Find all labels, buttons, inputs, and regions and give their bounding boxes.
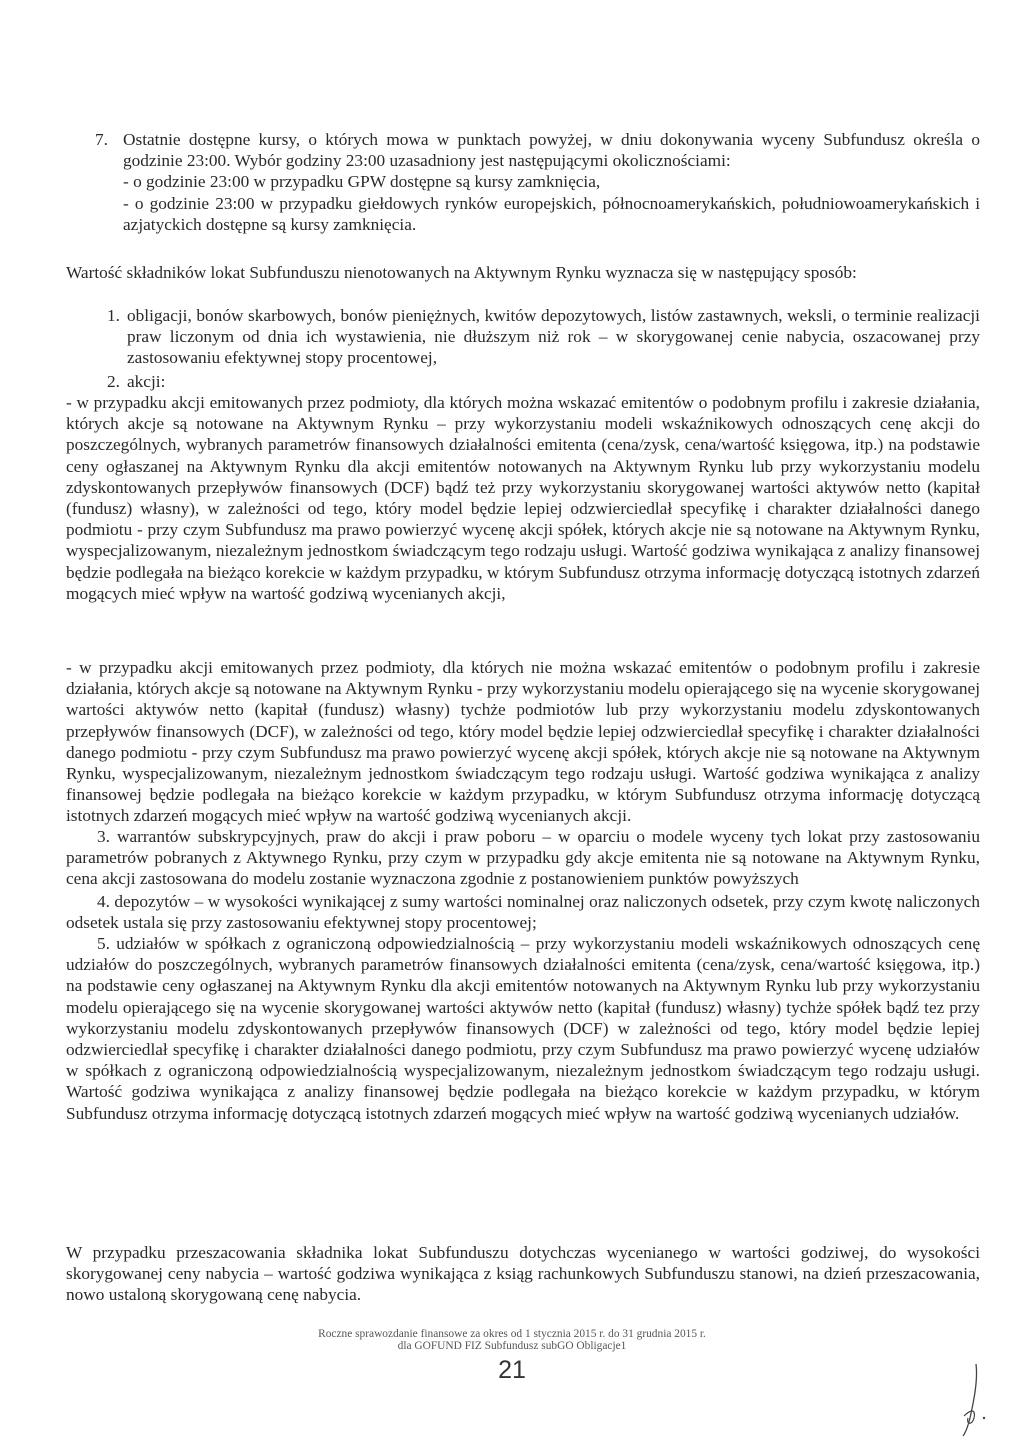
- list-item-1-number: 1.: [107, 306, 120, 325]
- intro-text: Wartość składników lokat Subfunduszu nienotowanych na Aktywnym Rynku wyznacza się w następujący sposób:: [66, 263, 857, 282]
- page-number: 21: [498, 1356, 526, 1384]
- signature-mark: [948, 1360, 998, 1440]
- item-7-foreign-markets: - o godzinie 23:00 w przypadku giełdowych rynków europejskich, północnoamerykańskich, południowoamerykańskich i azjatyckich dostępne są kursy zamknięcia.: [123, 193, 980, 234]
- item-7-gpw: - o godzinie 23:00 w przypadku GPW dostępne są kursy zamknięcia,: [123, 172, 601, 192]
- list-item-2-number: 2.: [107, 372, 120, 391]
- akcje-case-a: - w przypadku akcji emitowanych przez podmioty, dla których można wskazać emitentów o podobnym profilu i zakresie działania, których akcje są notowane na Aktywnym Rynku – przy wykorzystaniu modeli wskaźnikowych odnoszących cenę akcji do poszczególnych, wybranych parametrów finansowych działalności emitenta (cena/zysk, cena/wartość księgowa, itp.) na podstawie ceny ogłaszanej na Aktywnym Rynku dla akcji emitentów notowanych na Aktywnym Rynku lub przy wykorzystaniu modelu zdyskontowanych przepływów finansowych (DCF) bądź też przy wykorzystaniu skorygowanej wartości aktywów netto (kapitał (fundusz) własny), w zależności od tego, który model będzie lepiej odzwierciedlał specyfikę i charakter działalności danego podmiotu - przy czym Subfundusz ma prawo powierzyć wycenę akcji spółek, których akcje nie są notowane na Aktywnym Rynku, wyspecjalizowanym, niezależnym jednostkom świadczącym tego rodzaju usługi. Wartość godziwa wynikająca z analizy finansowej będzie podlegała na bieżąco korekcie w każdym przypadku, w którym Subfundusz otrzyma informację dotyczącą istotnych zdarzeń mogących mieć wpływ na wartość godziwą wycenianych akcji,: [66, 393, 980, 603]
- item-3-warrants: 3. warrantów subskrypcyjnych, praw do akcji i praw poboru – w oparciu o modele wyceny tych lokat przy zastosowaniu parametrów pobranych z Aktywnego Rynku, przy czym w przypadku gdy akcje emitenta nie są notowane na Aktywnym Rynku, cena akcji zastosowana do modelu zostanie wyznaczona zgodnie z postanowieniem punktów powyższych: [66, 827, 980, 889]
- closing-paragraph: W przypadku przeszacowania składnika lokat Subfunduszu dotychczas wycenianego w wartości godziwej, do wysokości skorygowanej ceny nabycia – wartość godziwa wynikająca z ksiąg rachunkowych Subfunduszu stanowi, na dzień przeszacowania, nowo ustaloną skorygowaną cenę nabycia.: [66, 1243, 980, 1305]
- item-7-number: 7.: [95, 130, 108, 149]
- item-7-text: Ostatnie dostępne kursy, o których mowa w punktach powyżej, w dniu dokonywania wyceny Subfundusz określa o godzinie 23:00. Wybór godziny 23:00 uzasadniony jest następującymi okolicznościami:: [123, 130, 980, 171]
- item-4-deposits: 4. depozytów – w wysokości wynikającej z sumy wartości nominalnej oraz naliczonych odsetek, przy czym kwotę naliczonych odsetek ustala się przy zastosowaniu efektywnej stopy procentowej;: [66, 892, 980, 933]
- akcje-case-b: - w przypadku akcji emitowanych przez podmioty, dla których nie można wskazać emitentów o podobnym profilu i zakresie działania, których akcje są notowane na Aktywnym Rynku - przy wykorzystaniu modelu opierającego się na wycenie skorygowanej wartości aktywów netto (kapitał (fundusz) własny) tychże podmiotów lub przy wykorzystaniu modelu zdyskontowanych przepływów finansowych (DCF), w zależności od tego, który model będzie lepiej odzwierciedlał specyfikę i charakter działalności danego podmiotu - przy czym Subfundusz ma prawo powierzyć wycenę akcji spółek, których akcje nie są notowane na Aktywnym Rynku, wyspecjalizowanym, niezależnym jednostkom świadczącym tego rodzaju usługi. Wartość godziwa wynikająca z analizy finansowej będzie podlegała na bieżąco korekcie w każdym przypadku, w którym Subfundusz otrzyma informację dotyczącą istotnych zdarzeń mogących mieć wpływ na wartość godziwą wycenianych akcji.: [66, 658, 980, 826]
- footer-fund-name: dla GOFUND FIZ Subfundusz subGO Obligacje1: [397, 1340, 627, 1352]
- list-item-2-text: akcji:: [127, 372, 166, 391]
- list-item-1-text: obligacji, bonów skarbowych, bonów pieniężnych, kwitów depozytowych, listów zastawnych, weksli, o terminie realizacji praw liczonym od dnia ich wystawienia, nie dłuższym niż rok – w skorygowanej cenie nabycia, oszacowanej przy zastosowaniu efektywnej stopy procentowej,: [127, 306, 980, 368]
- list-item-1: [107, 305, 980, 369]
- item-7: [95, 129, 980, 235]
- footer-report-title: Roczne sprawozdanie finansowe za okres od 1 stycznia 2015 r. do 31 grudnia 2015 r.: [318, 1328, 706, 1340]
- list-item-2: [107, 371, 307, 392]
- item-5-shares: 5. udziałów w spółkach z ograniczoną odpowiedzialnością – przy wykorzystaniu modeli wskaźnikowych odnoszących cenę udziałów do poszczególnych, wybranych parametrów finansowych działalności emitenta (cena/zysk, cena/wartość księgowa, itp.) na podstawie ceny ogłaszanej na Aktywnym Rynku dla akcji emitentów notowanych na Aktywnym Rynku lub przy wykorzystaniu modelu opierającego się na wycenie skorygowanej wartości aktywów netto (kapitał (fundusz) własny) tychże spółek bądź tez przy wykorzystaniu modelu zdyskontowanych przepływów finansowych (DCF) w zależności od tego, który model będzie lepiej odzwierciedlał specyfikę i charakter działalności danego podmiotu, przy czym Subfundusz ma prawo powierzyć wycenę udziałów w spółkach z ograniczoną odpowiedzialnością wyspecjalizowanym, niezależnym jednostkom świadczącym tego rodzaju usługi. Wartość godziwa wynikająca z analizy finansowej będzie podlegała na bieżąco korekcie w każdym przypadku, w którym Subfundusz otrzyma informację dotyczącą istotnych zdarzeń mogących mieć wpływ na wartość godziwą wycenianych udziałów.: [66, 934, 980, 1123]
- intro-paragraph: [66, 262, 980, 283]
